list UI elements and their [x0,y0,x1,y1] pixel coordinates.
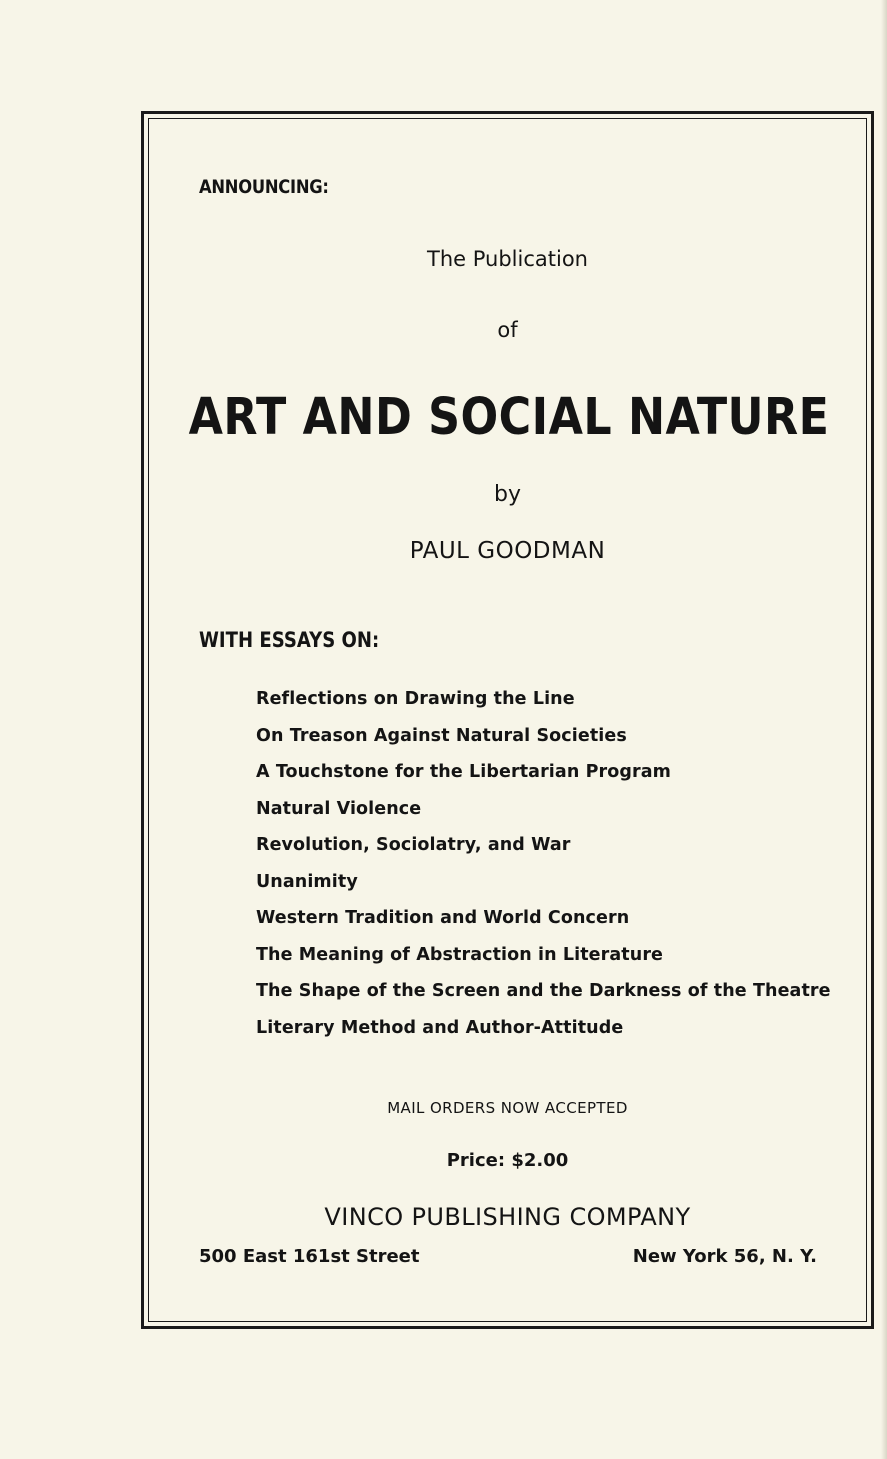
essay-item: Literary Method and Author-Attitude [256,1017,624,1038]
of-line: of [497,318,518,342]
announcing-heading: ANNOUNCING: [199,176,329,198]
price: Price: $2.00 [446,1150,569,1171]
essay-item: Western Tradition and World Concern [256,908,630,928]
page-edge [881,0,887,1459]
book-title: ART AND SOCIAL NATURE [188,388,830,447]
mail-orders-notice: MAIL ORDERS NOW ACCEPTED [387,1099,628,1117]
essay-item: The Meaning of Abstraction in Literature [256,944,664,965]
publisher-street: 500 East 161st Street [199,1246,420,1267]
essay-item: A Touchstone for the Libertarian Program [256,762,671,782]
publisher-name: VINCO PUBLISHING COMPANY [324,1203,691,1231]
publisher-city: New York 56, N. Y. [632,1246,817,1267]
essay-item: The Shape of the Screen and the Darkness of the Theatre [256,981,831,1001]
essay-item: Revolution, Sociolatry, and War [256,835,571,855]
essays-heading: WITH ESSAYS ON: [199,628,380,652]
essay-item: On Treason Against Natural Societies [256,725,627,746]
essay-item: Unanimity [256,871,358,892]
by-line: by [494,482,521,507]
essay-list [256,681,831,1046]
publication-line: The Publication [427,247,588,271]
essay-item: Reflections on Drawing the Line [256,689,575,709]
author-name: PAUL GOODMAN [409,538,606,564]
essay-item: Natural Violence [256,798,422,819]
